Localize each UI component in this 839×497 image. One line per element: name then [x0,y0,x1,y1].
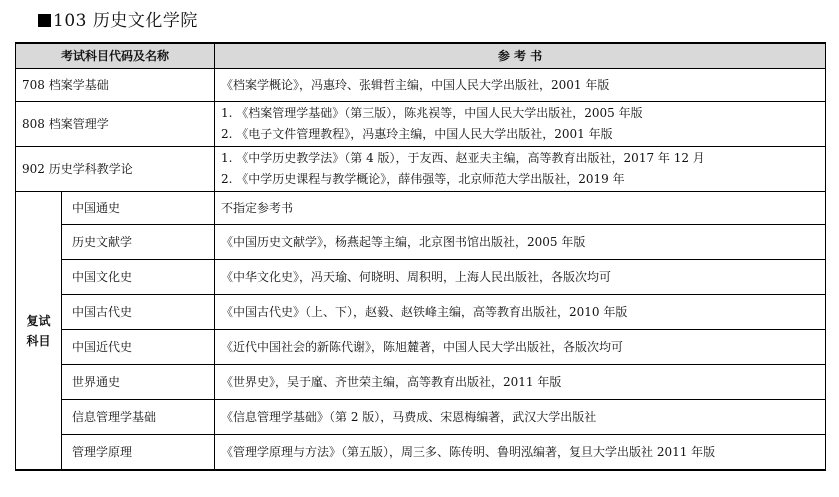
retest-subject-name: 世界通史 [62,365,215,400]
table-row [16,435,826,471]
square-bullet-icon [38,14,51,27]
reference-cell [215,147,826,192]
reference-cell [215,102,826,147]
retest-label-line: 科目 [26,333,51,348]
table-row [16,192,826,225]
retest-subject-name: 中国通史 [62,192,215,225]
retest-subject-name: 历史文献学 [62,225,215,260]
reference-cell: 《中国古代史》（上、下），赵毅、赵铁峰主编，高等教育出版社，2010 年版 [215,295,826,330]
reference-cell: 《管理学原理与方法》（第五版），周三多、陈传明、鲁明泓编著，复旦大学出版社 2011 年版 [215,435,826,471]
retest-subject-name: 管理学原理 [62,435,215,471]
retest-subject-name: 中国古代史 [62,295,215,330]
table-row [16,147,826,192]
reference-cell: 不指定参考书 [215,192,826,225]
table-row [16,400,826,435]
retest-subject-name: 中国近代史 [62,330,215,365]
retest-subject-name: 信息管理学基础 [62,400,215,435]
reference-table [15,42,826,471]
retest-subject-name: 中国文化史 [62,260,215,295]
reference-line: 2. 《电子文件管理教程》，冯惠玲主编，中国人民大学出版社，2001 年版 [221,127,613,141]
table-row [16,260,826,295]
reference-cell: 《近代中国社会的新陈代谢》，陈旭麓著，中国人民大学出版社，各版次均可 [215,330,826,365]
reference-line: 《档案学概论》，冯惠玲、张辑哲主编，中国人民大学出版社，2001 年版 [221,77,610,92]
reference-cell: 《世界史》，吴于廑、齐世荣主编，高等教育出版社，2011 年版 [215,365,826,400]
reference-cell: 《信息管理学基础》（第 2 版），马费成、宋恩梅编著，武汉大学出版社 [215,400,826,435]
reference-line: 2. 《中学历史课程与教学概论》，薛伟强等，北京师范大学出版社，2019 年 [221,172,625,186]
table-row [16,365,826,400]
table-header-row [16,43,826,69]
reference-cell [215,69,826,102]
table-row [16,69,826,102]
header-subject: 考试科目代码及名称 [16,43,215,69]
table-row [16,225,826,260]
reference-line: 1. 《中学历史教学法》（第 4 版），于友西、赵亚夫主编，高等教育出版社，2017 年 12 月 [221,151,705,165]
subject-name: 708 档案学基础 [16,69,215,102]
retest-label-line: 复试 [26,313,51,328]
reference-line: 1. 《档案管理学基础》（第三版），陈兆祦等，中国人民大学出版社，2005 年版 [221,106,643,120]
reference-cell: 《中华文化史》，冯天瑜、何晓明、周积明，上海人民出版社，各版次均可 [215,260,826,295]
retest-label [16,192,62,471]
subject-name: 902 历史学科教学论 [16,147,215,192]
reference-cell: 《中国历史文献学》，杨燕起等主编，北京图书馆出版社，2005 年版 [215,225,826,260]
header-reference: 参 考 书 [215,43,826,69]
section-heading [38,9,198,33]
table-row [16,330,826,365]
table-row [16,102,826,147]
subject-name: 808 档案管理学 [16,102,215,147]
table-row [16,295,826,330]
section-heading-text: 103 历史文化学院 [53,11,198,31]
